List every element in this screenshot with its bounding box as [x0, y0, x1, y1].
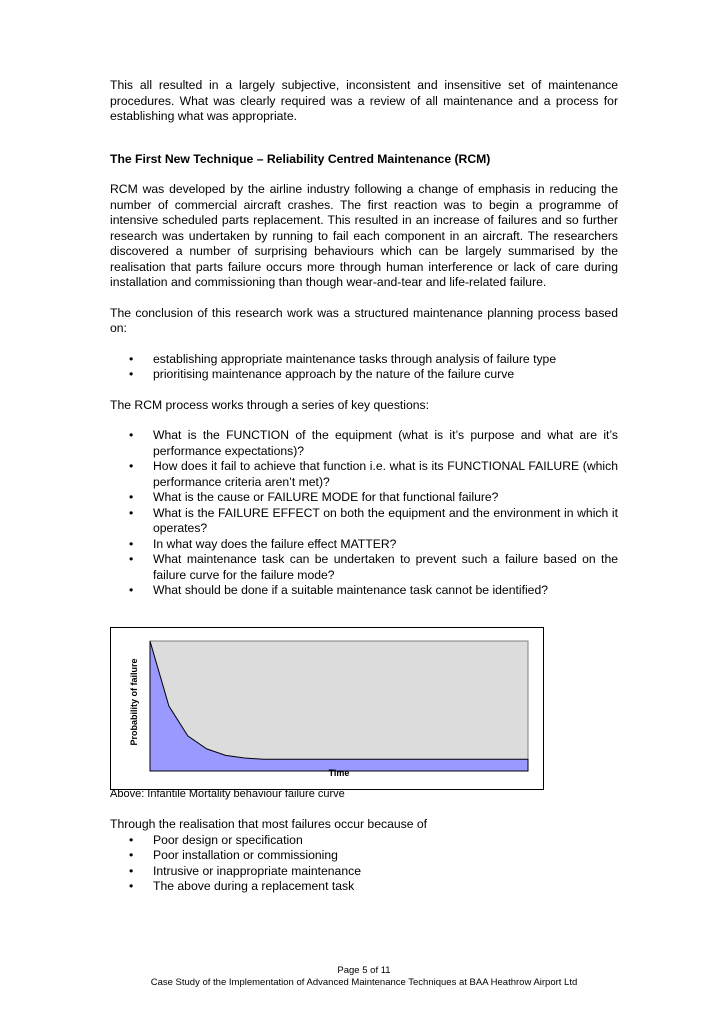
planning-list [110, 352, 618, 383]
footer-title: Case Study of the Implementation of Advanced Maintenance Techniques at BAA Heathrow Airport Ltd [150, 977, 578, 988]
failure-curve-chart [110, 627, 544, 790]
list-item: • establishing appropriate maintenance tasks through analysis of failure type [129, 351, 557, 366]
page-number: Page 5 of 11 [337, 965, 391, 976]
bullet-icon: • [129, 848, 134, 862]
bullet-icon: • [129, 490, 134, 504]
conclusion-paragraph: The conclusion of this research work was a structured maintenance planning process based on: [110, 305, 618, 335]
bullet-icon: • [129, 428, 134, 442]
chart-svg [110, 627, 544, 790]
bullet-icon: • [129, 879, 134, 893]
process-paragraph: The RCM process works through a series of key questions: [110, 397, 430, 412]
bullet-icon: • [129, 351, 134, 366]
intro-paragraph: This all resulted in a largely subjective, inconsistent and insensitive set of maintenance procedures. What was clearly required was a review of all maintenance and a process for establishing what was appropriate. [110, 78, 618, 123]
causes-intro: Through the realisation that most failures occur because of [110, 817, 428, 831]
bullet-icon: • [129, 583, 134, 597]
body-text [110, 78, 618, 599]
figure-caption: Above: Infantile Mortality behaviour failure curve [110, 788, 345, 800]
list-item: • In what way does the failure effect MATTER? [129, 536, 397, 551]
bullet-icon: • [129, 505, 134, 520]
list-item: • Poor design or specification [129, 832, 303, 847]
rcm-paragraph: RCM was developed by the airline industry following a change of emphasis in reducing the number of commercial aircraft crashes. The first reaction was to begin a programme of intensive scheduled parts replacement. This resulted in an increase of failures and so further research was undertaken by running to fail each component in an aircraft. The researchers discovered a number of surprising behaviours which can be largely summarised by the realisation that parts failure occurs more through human interference or lack of care during installation and commissioning than though wear-and-tear and life-related failure. [110, 182, 618, 289]
bullet-icon: • [129, 552, 134, 566]
list-item: • The above during a replacement task [129, 879, 355, 893]
x-axis-label: Time [328, 768, 350, 778]
list-item: • prioritising maintenance approach by the nature of the failure curve [129, 367, 515, 381]
questions-list [110, 428, 618, 599]
list-item: • How does it fail to achieve that function i.e. what is its FUNCTIONAL FAILURE (which performance criteria aren’t met)? [129, 459, 618, 489]
bullet-icon: • [129, 536, 134, 551]
list-item: • What is the FUNCTION of the equipment (what is it’s purpose and what are it’s performance expectations)? [129, 428, 618, 458]
list-item: • What maintenance task can be undertaken to prevent such a failure based on the failure curve for the failure mode? [129, 552, 618, 582]
bullet-icon: • [129, 832, 134, 847]
y-axis-label: Probability of failure [129, 658, 139, 746]
list-item: • What is the FAILURE EFFECT on both the equipment and the environment in which it operates? [129, 505, 618, 535]
list-item: • Poor installation or commissioning [129, 848, 338, 862]
bullet-icon: • [129, 367, 134, 381]
bullet-icon: • [129, 863, 134, 878]
section-heading: The First New Technique – Reliability Centred Maintenance (RCM) [110, 151, 491, 166]
list-item: • What should be done if a suitable maintenance task cannot be identified? [129, 583, 549, 597]
list-item: • What is the cause or FAILURE MODE for that functional failure? [129, 490, 499, 504]
failure-causes-section [110, 817, 618, 895]
list-item: • Intrusive or inappropriate maintenance [129, 863, 361, 878]
bullet-icon: • [129, 459, 134, 473]
causes-list [110, 833, 618, 895]
